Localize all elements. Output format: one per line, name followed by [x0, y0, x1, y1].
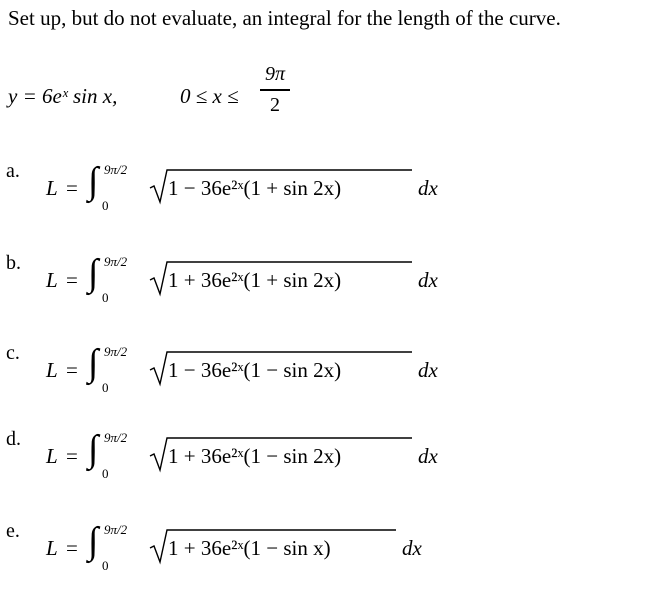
- upper-limit: 9π/2: [104, 522, 128, 537]
- radicand: 1 + 36e²ˣ(1 − sin x): [168, 536, 331, 560]
- choice-e[interactable]: [6, 520, 626, 580]
- radicand: 1 + 36e²ˣ(1 + sin 2x): [168, 268, 342, 292]
- equals-sign: =: [66, 444, 78, 468]
- fraction-denominator: 2: [270, 93, 280, 116]
- choice-letter: b.: [6, 252, 21, 274]
- square-root: [150, 350, 420, 386]
- interval-upper-bound: [260, 62, 290, 117]
- choice-b[interactable]: [6, 252, 626, 312]
- lower-limit: 0: [102, 558, 109, 573]
- upper-limit: 9π/2: [104, 254, 128, 269]
- curve-equation: y = 6eˣ sin x,: [8, 84, 118, 108]
- differential: dx: [402, 536, 422, 560]
- differential: dx: [418, 358, 438, 382]
- length-symbol: L: [46, 536, 58, 560]
- differential: dx: [418, 444, 438, 468]
- square-root: [150, 436, 420, 472]
- square-root: [150, 260, 420, 296]
- integral-sign: ∫: [88, 160, 99, 202]
- radicand: 1 − 36e²ˣ(1 − sin 2x): [168, 358, 342, 382]
- choice-c[interactable]: [6, 342, 626, 402]
- upper-limit: 9π/2: [104, 162, 128, 177]
- equals-sign: =: [66, 358, 78, 382]
- choice-letter: c.: [6, 342, 20, 364]
- length-symbol: L: [46, 358, 58, 382]
- curve-definition: [8, 62, 348, 132]
- radicand: 1 − 36e²ˣ(1 + sin 2x): [168, 176, 342, 200]
- equals-sign: =: [66, 536, 78, 560]
- choice-letter: e.: [6, 520, 20, 542]
- question-text: Set up, but do not evaluate, an integral for the length of the curve.: [8, 6, 561, 30]
- length-symbol: L: [46, 268, 58, 292]
- differential: dx: [418, 268, 438, 292]
- square-root: [150, 528, 420, 564]
- lower-limit: 0: [102, 290, 109, 305]
- integral-sign: ∫: [88, 252, 99, 294]
- differential: dx: [418, 176, 438, 200]
- equals-sign: =: [66, 268, 78, 292]
- fraction-numerator: 9π: [264, 63, 286, 85]
- choice-letter: d.: [6, 428, 21, 450]
- upper-limit: 9π/2: [104, 430, 128, 445]
- length-symbol: L: [46, 444, 58, 468]
- interval-inequality: 0 ≤ x ≤: [180, 84, 239, 108]
- lower-limit: 0: [102, 466, 109, 481]
- upper-limit: 9π/2: [104, 344, 128, 359]
- choice-letter: a.: [6, 160, 20, 182]
- integral-sign: ∫: [88, 520, 99, 562]
- equals-sign: =: [66, 176, 78, 200]
- lower-limit: 0: [102, 380, 109, 395]
- integral-sign: ∫: [88, 428, 99, 470]
- choice-a[interactable]: [6, 160, 626, 220]
- choice-d[interactable]: [6, 428, 626, 488]
- square-root: [150, 168, 420, 204]
- radicand: 1 + 36e²ˣ(1 − sin 2x): [168, 444, 342, 468]
- integral-sign: ∫: [88, 342, 99, 384]
- lower-limit: 0: [102, 198, 109, 213]
- length-symbol: L: [46, 176, 58, 200]
- fraction-bar: [260, 89, 290, 91]
